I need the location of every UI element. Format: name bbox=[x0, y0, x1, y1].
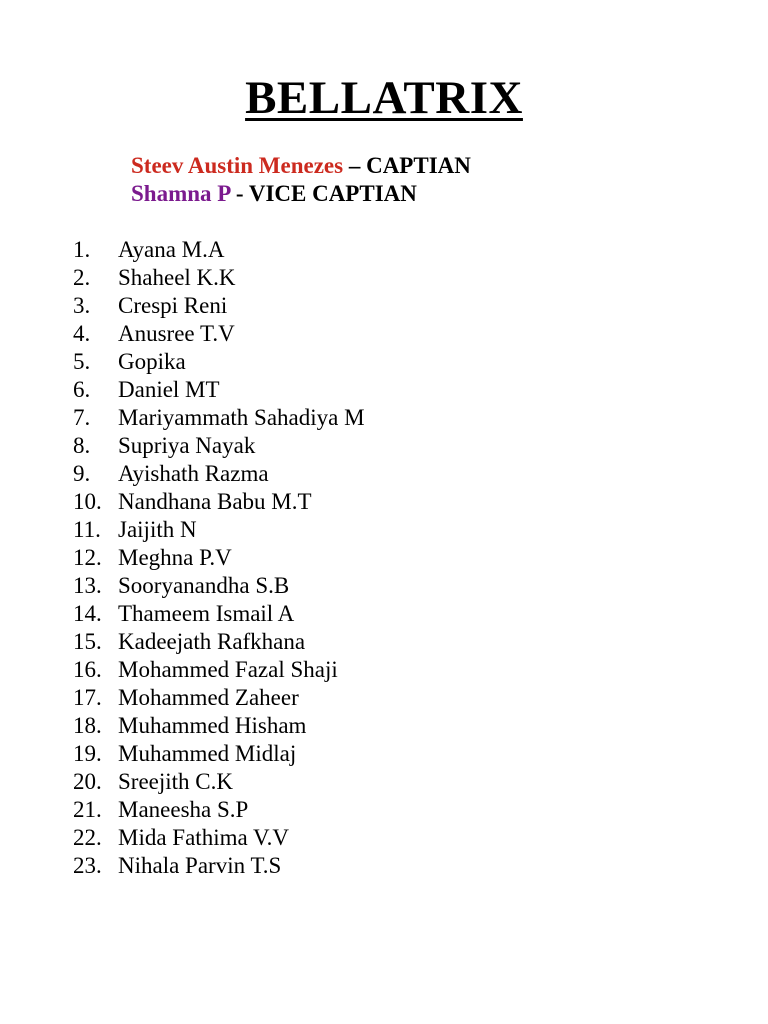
roster-name: Meghna P.V bbox=[118, 545, 232, 570]
roster-number: 4. bbox=[73, 321, 91, 346]
roster-number: 9. bbox=[73, 461, 91, 486]
roster-name: Ayana M.A bbox=[118, 237, 225, 262]
roster-item bbox=[73, 712, 365, 740]
roster-name: Mida Fathima V.V bbox=[118, 825, 290, 850]
roster-item bbox=[73, 516, 365, 544]
roster-item bbox=[73, 628, 365, 656]
roster-item bbox=[73, 320, 365, 348]
roster-name: Shaheel K.K bbox=[118, 265, 236, 290]
roster-name: Muhammed Hisham bbox=[118, 713, 307, 738]
roster-item bbox=[73, 852, 365, 880]
roster-name: Anusree T.V bbox=[118, 321, 235, 346]
roster-item bbox=[73, 236, 365, 264]
roster-number: 23. bbox=[73, 853, 102, 878]
captain-line bbox=[131, 152, 471, 180]
roster-number: 3. bbox=[73, 293, 91, 318]
roster-number: 11. bbox=[73, 517, 101, 542]
roster-item bbox=[73, 824, 365, 852]
roster-number: 12. bbox=[73, 545, 102, 570]
roster-number: 13. bbox=[73, 573, 102, 598]
vice-captain-name: Shamna P bbox=[131, 181, 231, 206]
roster-item bbox=[73, 292, 365, 320]
vice-captain-separator: - bbox=[230, 181, 249, 206]
roster-name: Jaijith N bbox=[118, 517, 197, 542]
roster-item bbox=[73, 264, 365, 292]
roster-number: 16. bbox=[73, 657, 102, 682]
roster-item bbox=[73, 796, 365, 824]
team-roster-list bbox=[73, 236, 365, 880]
roster-name: Crespi Reni bbox=[118, 293, 228, 318]
roster-item bbox=[73, 600, 365, 628]
roster-item bbox=[73, 544, 365, 572]
roster-name: Maneesha S.P bbox=[118, 797, 249, 822]
roster-number: 21. bbox=[73, 797, 102, 822]
roster-item bbox=[73, 740, 365, 768]
roster-name: Sooryanandha S.B bbox=[118, 573, 290, 598]
roster-name: Nihala Parvin T.S bbox=[118, 853, 282, 878]
roster-number: 19. bbox=[73, 741, 102, 766]
roster-number: 5. bbox=[73, 349, 91, 374]
roster-number: 14. bbox=[73, 601, 102, 626]
roster-name: Mohammed Zaheer bbox=[118, 685, 299, 710]
roster-number: 10. bbox=[73, 489, 102, 514]
roster-name: Mohammed Fazal Shaji bbox=[118, 657, 338, 682]
roster-name: Nandhana Babu M.T bbox=[118, 489, 312, 514]
roster-item bbox=[73, 768, 365, 796]
roster-name: Thameem Ismail A bbox=[118, 601, 295, 626]
vice-captain-line bbox=[131, 180, 471, 208]
roster-item bbox=[73, 348, 365, 376]
roster-name: Kadeejath Rafkhana bbox=[118, 629, 306, 654]
roster-number: 15. bbox=[73, 629, 102, 654]
roster-number: 17. bbox=[73, 685, 102, 710]
roster-number: 2. bbox=[73, 265, 91, 290]
roster-name: Mariyammath Sahadiya M bbox=[118, 405, 365, 430]
roster-name: Supriya Nayak bbox=[118, 433, 256, 458]
roster-name: Muhammed Midlaj bbox=[118, 741, 297, 766]
roster-number: 22. bbox=[73, 825, 102, 850]
roster-item bbox=[73, 656, 365, 684]
roster-item bbox=[73, 432, 365, 460]
roster-number: 1. bbox=[73, 237, 91, 262]
captain-name: Steev Austin Menezes bbox=[131, 153, 344, 178]
vice-captain-role: VICE CAPTIAN bbox=[248, 181, 417, 206]
roster-item bbox=[73, 572, 365, 600]
roster-number: 6. bbox=[73, 377, 91, 402]
roster-item bbox=[73, 376, 365, 404]
roster-name: Daniel MT bbox=[118, 377, 220, 402]
roster-item bbox=[73, 684, 365, 712]
roster-number: 8. bbox=[73, 433, 91, 458]
captain-role: CAPTIAN bbox=[366, 153, 471, 178]
captain-separator: – bbox=[343, 153, 367, 178]
roster-name: Sreejith C.K bbox=[118, 769, 233, 794]
roster-item bbox=[73, 460, 365, 488]
roster-number: 18. bbox=[73, 713, 102, 738]
roster-name: Gopika bbox=[118, 349, 186, 374]
roster-number: 7. bbox=[73, 405, 91, 430]
roster-item bbox=[73, 488, 365, 516]
leaders-section bbox=[131, 152, 471, 208]
roster-name: Ayishath Razma bbox=[118, 461, 269, 486]
roster-item bbox=[73, 404, 365, 432]
page-title: BELLATRIX bbox=[245, 72, 523, 124]
roster-number: 20. bbox=[73, 769, 102, 794]
